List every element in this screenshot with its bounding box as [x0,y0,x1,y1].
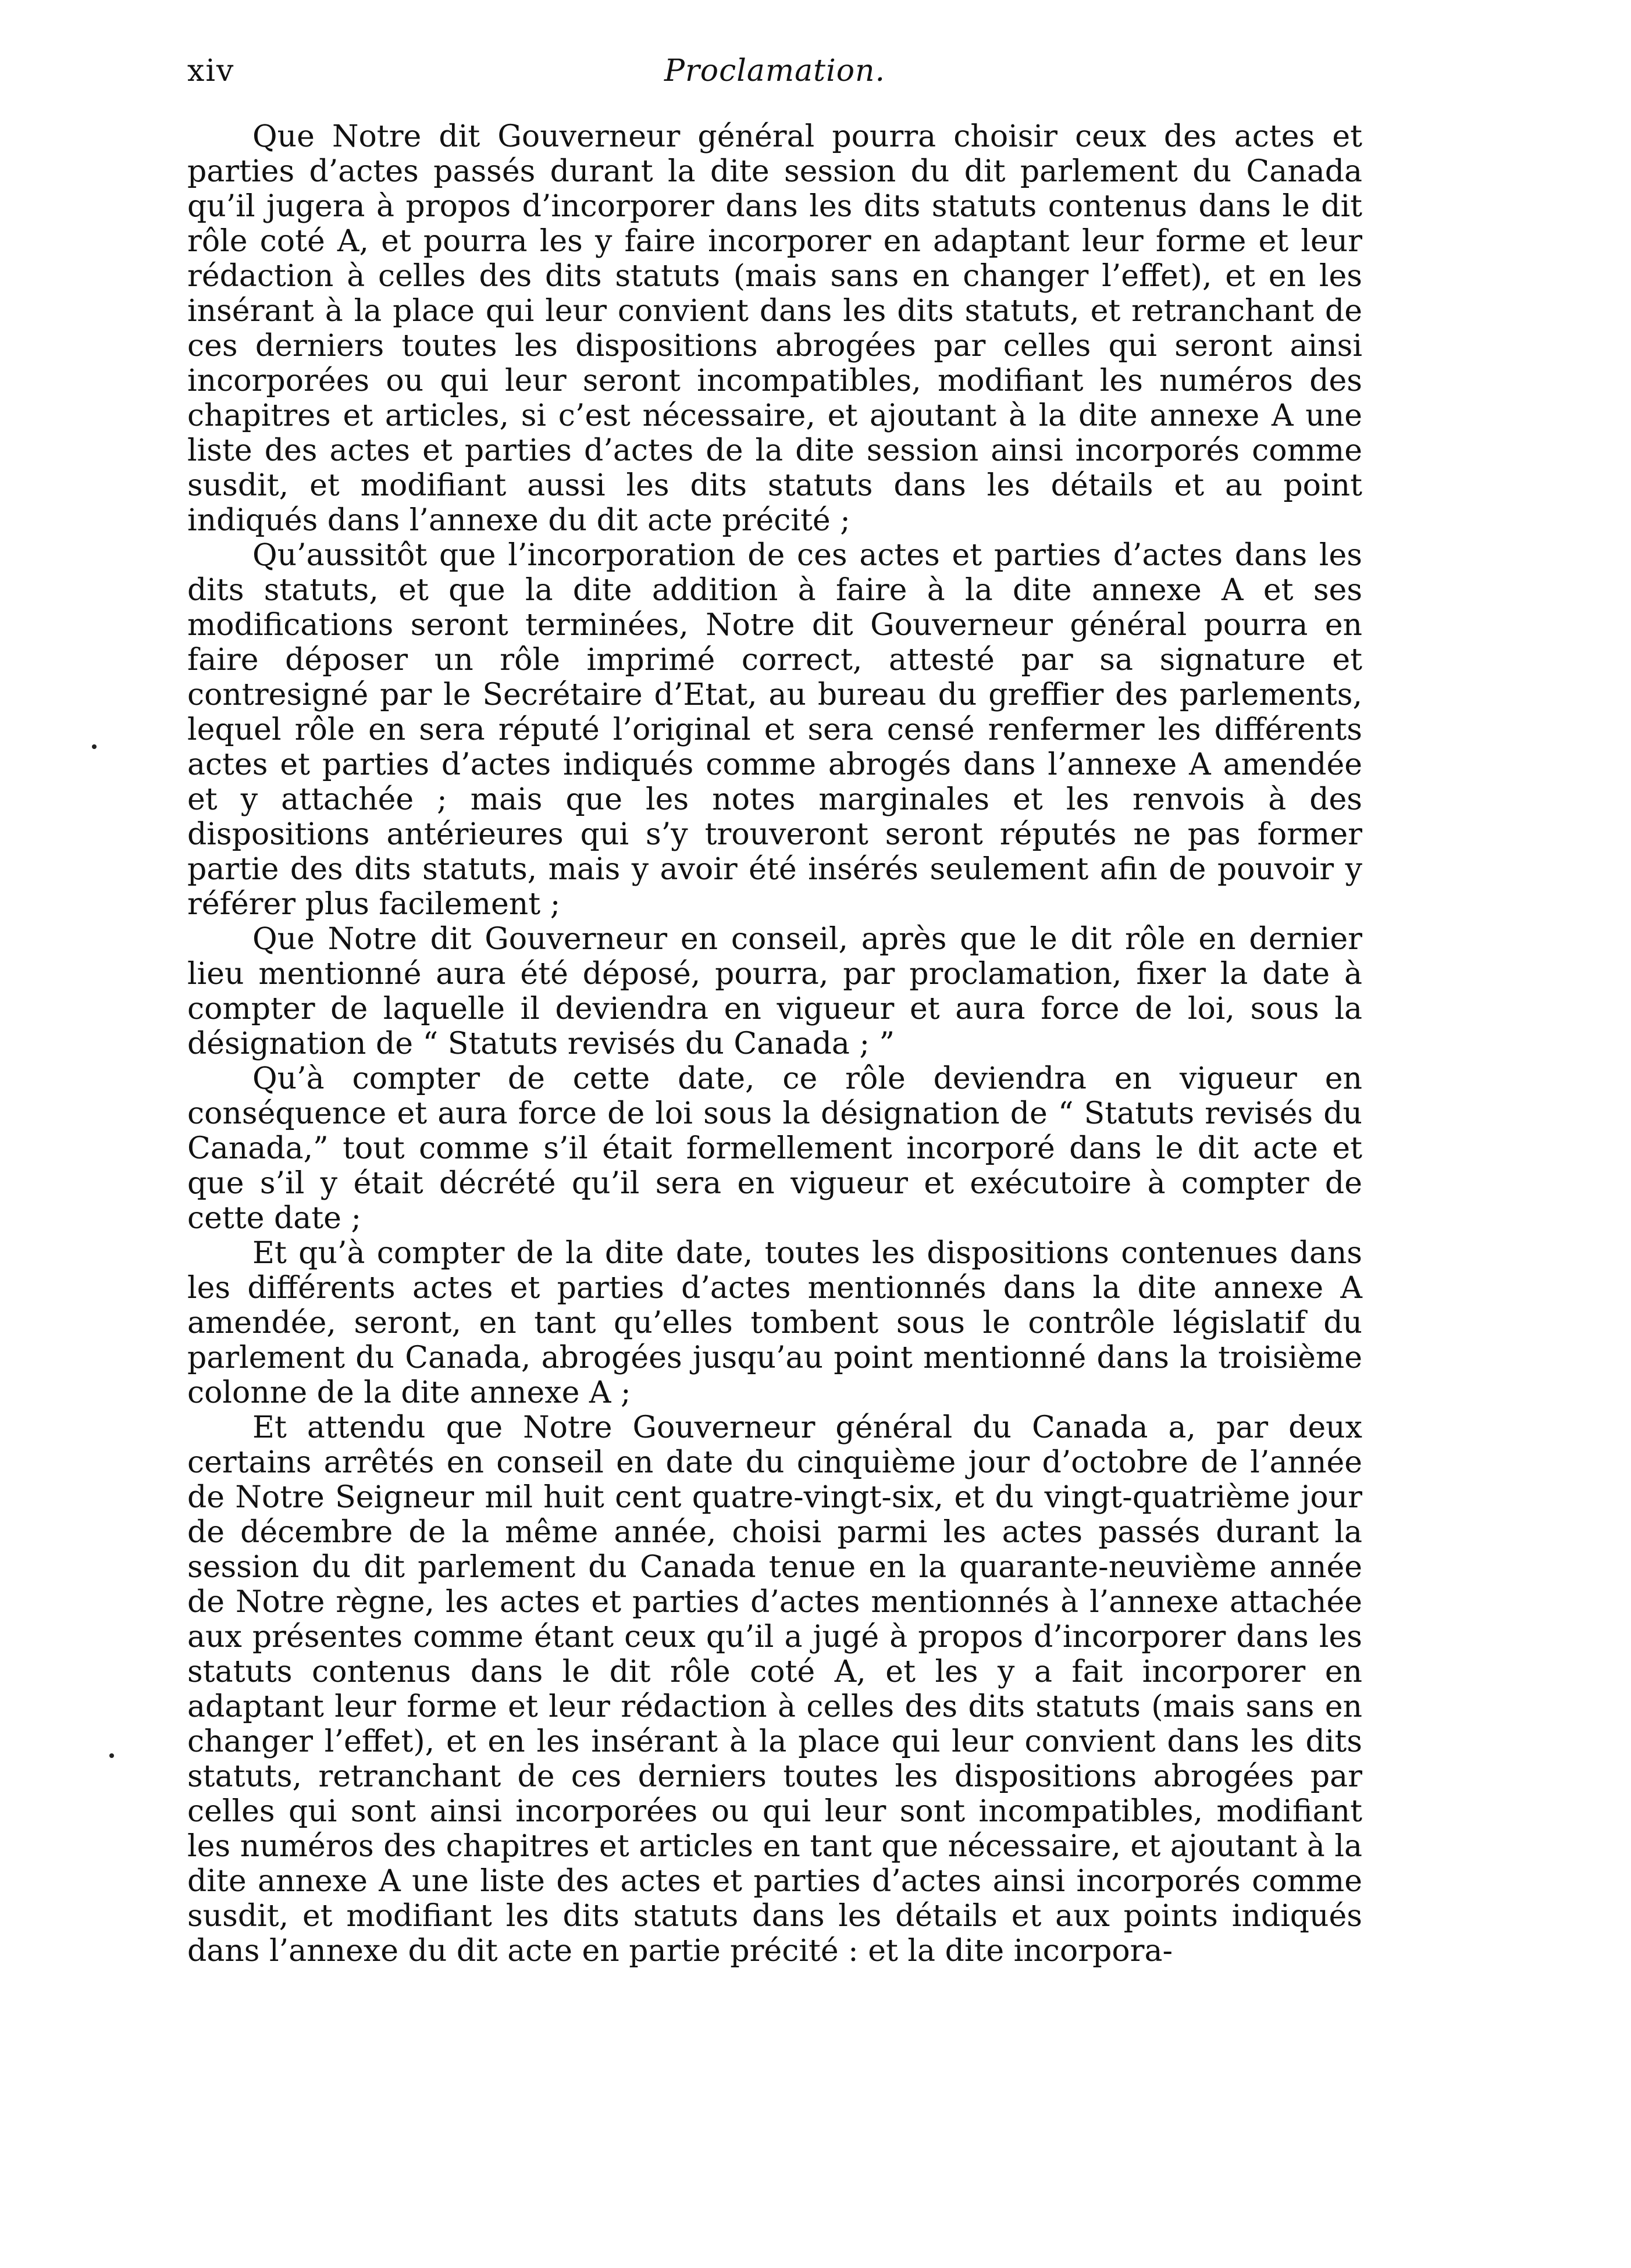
print-speck [109,1753,114,1758]
running-title: Proclamation. [664,54,886,88]
page-header [187,54,1362,100]
paragraph: Qu’aussitôt que l’incorporation de ces actes et parties d’actes dans les dits statuts, et que la dite addition à faire à la dite annexe A et ses modifications seront terminées, Notre dit Gouverneur général pourra en faire déposer un rôle imprimé correct, attesté par sa signature et contresigné par le Secrétaire d’Etat, au bureau du greffier des parlements, lequel rôle en sera réputé l’original et sera censé renfermer les différents actes et parties d’actes indiqués comme abrogés dans l’annexe A amendée et y attachée ; mais que les notes marginales et les renvois à des dispositions antérieures qui s’y trouveront seront réputés ne pas former partie des dits statuts, mais y avoir été insérés seulement afin de pouvoir y référer plus facilement ; [187,538,1362,922]
page-number: xiv [187,54,235,88]
paragraph: Et attendu que Notre Gouverneur général du Canada a, par deux certains arrêtés en conseil en date du cinquième jour d’octobre de l’année de Notre Seigneur mil huit cent quatre-vingt-six, et du vingt-quatrième jour de décembre de la même année, choisi parmi les actes passés durant la session du dit parlement du Canada tenue en la quarante-neuvième année de Notre règne, les actes et parties d’actes mentionnés à l’annexe attachée aux présentes comme étant ceux qu’il a jugé à propos d’incorporer dans les statuts contenus dans le dit rôle coté A, et les y a fait incorporer en adaptant leur forme et leur rédaction à celles des dits statuts (mais sans en changer l’effet), et en les insérant à la place qui leur convient dans les dits statuts, retranchant de ces derniers toutes les dispositions abrogées par celles qui sont ainsi incorporées ou qui leur sont incompatibles, modifiant les numéros des chapitres et articles en tant que nécessaire, et ajoutant à la dite annexe A une liste des actes et parties d’actes ainsi incorporés comme susdit, et modifiant les dits statuts dans les détails et aux points indiqués dans l’annexe du dit acte en partie précité : et la dite incorpora- [187,1410,1362,1969]
paragraph: Qu’à compter de cette date, ce rôle deviendra en vigueur en conséquence et aura force de loi sous la désignation de “ Statuts revisés du Canada,” tout comme s’il était formellement incorporé dans le dit acte et que s’il y était décrété qu’il sera en vigueur et exécutoire à compter de cette date ; [187,1061,1362,1236]
paragraph: Que Notre dit Gouverneur en conseil, après que le dit rôle en dernier lieu mentionné aura été déposé, pourra, par proclamation, fixer la date à compter de laquelle il deviendra en vigueur et aura force de loi, sous la désignation de “ Statuts revisés du Canada ; ” [187,922,1362,1061]
print-speck [92,744,97,749]
body-text [187,119,1362,1969]
paragraph: Et qu’à compter de la dite date, toutes les dispositions contenues dans les différents actes et parties d’actes mentionnés dans la dite annexe A amendée, seront, en tant qu’elles tombent sous le contrôle législatif du parlement du Canada, abrogées jusqu’au point mentionné dans la troisième colonne de la dite annexe A ; [187,1236,1362,1410]
paragraph: Que Notre dit Gouverneur général pourra choisir ceux des actes et parties d’actes passés durant la dite session du dit parlement du Canada qu’il jugera à propos d’incorporer dans les dits statuts contenus dans le dit rôle coté A, et pourra les y faire incorporer en adaptant leur forme et leur rédaction à celles des dits statuts (mais sans en changer l’effet), et en les insérant à la place qui leur convient dans les dits statuts, et retranchant de ces derniers toutes les dispositions abrogées par celles qui seront ainsi incorporées ou qui leur seront incompatibles, modifiant les numéros des chapitres et articles, si c’est nécessaire, et ajoutant à la dite annexe A une liste des actes et parties d’actes de la dite session ainsi incorporés comme susdit, et modifiant aussi les dits statuts dans les détails et au point indiqués dans l’annexe du dit acte précité ; [187,119,1362,538]
